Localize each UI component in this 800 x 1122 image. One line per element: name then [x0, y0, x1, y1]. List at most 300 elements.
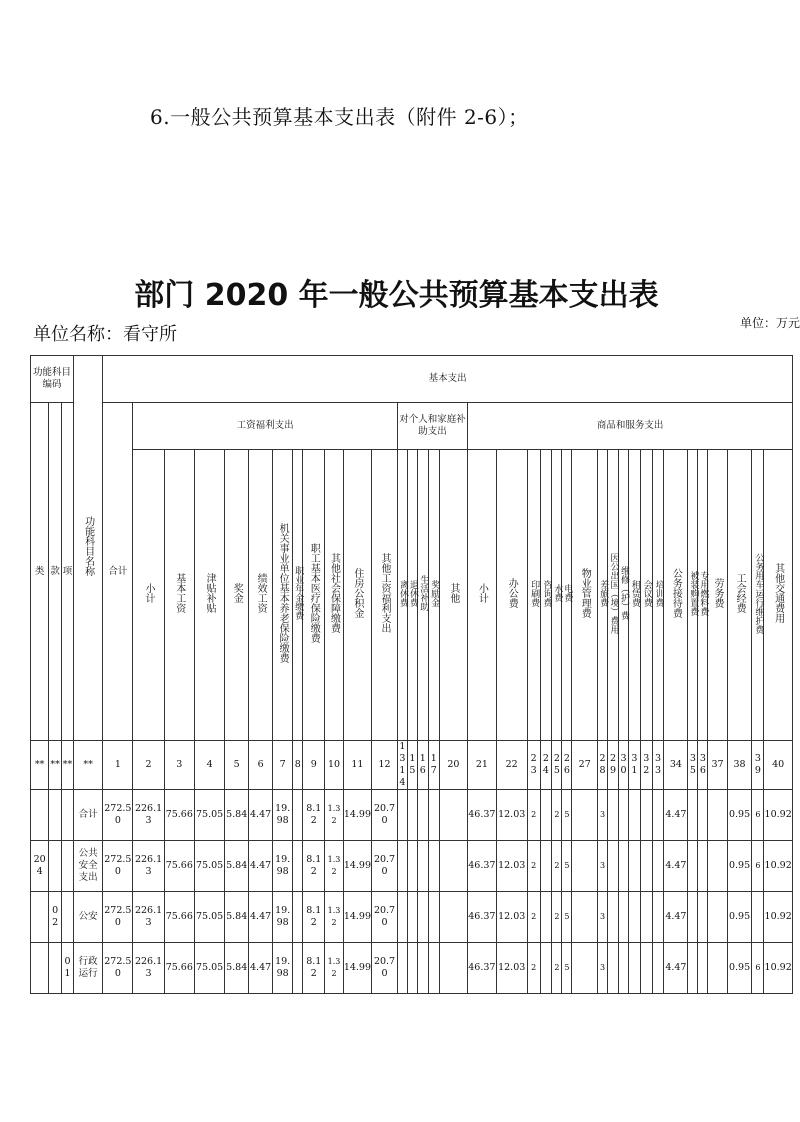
cell-29 [608, 841, 619, 892]
col-number-33 [652, 741, 664, 790]
cell-23 [527, 790, 540, 841]
col-header-14-text: 住房公积金 [351, 568, 363, 619]
wages-group-header [133, 403, 397, 450]
cell-22 [496, 892, 527, 943]
basic-expense-header-text: 基本支出 [428, 373, 467, 385]
cell-15 [372, 943, 398, 994]
cell-7-text: 75.05 [196, 911, 224, 923]
cell-30 [618, 892, 628, 943]
cell-40-text: 10.92 [764, 962, 792, 974]
cell-8-text: 5.84 [226, 962, 248, 974]
cell-11 [293, 892, 303, 943]
cell-1 [49, 892, 62, 943]
cell-15 [372, 790, 398, 841]
cell-12-text: 8.12 [306, 905, 322, 928]
cell-29 [608, 892, 619, 943]
wages-group-header-text: 工资福利支出 [236, 420, 294, 432]
cell-36 [698, 943, 708, 994]
cell-10 [273, 943, 293, 994]
cell-34 [664, 943, 688, 994]
cell-0 [31, 790, 49, 841]
col-number-14 [343, 741, 371, 790]
cell-5-text: 226.13 [134, 905, 163, 928]
cell-25 [552, 790, 562, 841]
col-header-39 [752, 450, 764, 741]
col-header-29 [608, 450, 619, 741]
cell-28 [598, 892, 608, 943]
cell-30 [618, 790, 628, 841]
cell-11 [293, 790, 303, 841]
cell-6 [164, 841, 194, 892]
func-code-header-text: 功能科目编码 [32, 367, 71, 390]
col-header-34-text: 公务接待费 [670, 568, 682, 619]
cell-15-text: 20.70 [373, 956, 396, 979]
col-header-39-text: 公务用车运行维护费 [753, 552, 764, 634]
cell-14 [343, 943, 371, 994]
cell-25 [552, 841, 562, 892]
col-number-19-text: 17 [430, 753, 437, 776]
cell-9 [249, 892, 273, 943]
cell-3-text: 公共安全支出 [78, 848, 98, 883]
cell-28-text: 3 [600, 963, 606, 973]
col-header-7-text: 津贴补贴 [204, 573, 216, 614]
col-header-37 [708, 450, 727, 741]
col-number-15 [372, 741, 398, 790]
col-number-34-text: 34 [669, 759, 682, 771]
cell-12 [303, 943, 325, 994]
col-header-26 [562, 450, 572, 741]
cell-29 [608, 943, 619, 994]
cell-40-text: 10.92 [764, 911, 792, 923]
col-header-13 [325, 450, 343, 741]
cell-12-text: 8.12 [306, 956, 322, 979]
col-number-8-text: 5 [233, 759, 240, 771]
cell-31 [628, 841, 640, 892]
cell-30 [618, 943, 628, 994]
cell-23 [527, 892, 540, 943]
col-number-21-text: 21 [475, 759, 488, 771]
col-header-21 [468, 450, 496, 741]
col-header-25-text: 水费 [552, 584, 563, 603]
cell-6 [164, 943, 194, 994]
col-number-9-text: 6 [257, 759, 264, 771]
cell-10-text: 19.98 [275, 803, 291, 826]
cell-1 [49, 790, 62, 841]
col-header-20-text: 其他 [447, 583, 459, 604]
cell-4-text: 272.50 [104, 956, 132, 979]
cell-25-text: 2 [554, 963, 560, 973]
cell-26 [562, 841, 572, 892]
col-number-22-text: 22 [505, 759, 518, 771]
col-number-24 [540, 741, 552, 790]
cell-27 [572, 790, 598, 841]
col-number-23-text: 23 [530, 753, 537, 776]
col-header-0 [31, 403, 49, 741]
cell-11 [293, 841, 303, 892]
col-header-31 [628, 450, 640, 741]
cell-39 [752, 790, 764, 841]
col-header-22 [496, 450, 527, 741]
col-number-32 [640, 741, 652, 790]
col-number-18-text: 16 [419, 753, 426, 776]
col-number-30 [618, 741, 628, 790]
col-header-23-text: 印刷费 [529, 579, 540, 607]
cell-13-text: 1.32 [327, 804, 341, 825]
cell-35 [688, 892, 698, 943]
col-header-32 [640, 450, 652, 741]
col-number-17 [407, 741, 417, 790]
col-header-30 [618, 450, 628, 741]
cell-5 [133, 943, 164, 994]
cell-20 [439, 943, 467, 994]
cell-12 [303, 790, 325, 841]
col-header-20 [439, 450, 467, 741]
cell-7-text: 75.05 [196, 809, 224, 821]
col-header-18-text: 生活补助 [418, 575, 429, 612]
cell-38 [727, 892, 752, 943]
cell-21-text: 46.37 [468, 911, 496, 923]
cell-22 [496, 943, 527, 994]
col-header-14 [343, 450, 371, 741]
cell-4-text: 272.50 [104, 803, 132, 826]
budget-table [30, 355, 793, 994]
cell-0 [31, 943, 49, 994]
cell-36 [698, 841, 708, 892]
col-number-29 [608, 741, 619, 790]
cell-26 [562, 892, 572, 943]
cell-6-text: 75.66 [165, 860, 193, 872]
cell-25-text: 2 [554, 810, 560, 820]
cell-7 [194, 943, 224, 994]
col-number-13-text: 10 [327, 759, 341, 771]
cell-30 [618, 841, 628, 892]
col-number-3 [73, 741, 102, 790]
cell-6-text: 75.66 [165, 962, 193, 974]
cell-22-text: 12.03 [498, 809, 526, 821]
cell-23-text: 2 [531, 963, 537, 973]
col-header-13-text: 其他社会保障缴费 [328, 553, 340, 634]
goods-group-header-text: 商品和服务支出 [596, 420, 664, 432]
cell-9-text: 4.47 [250, 809, 272, 821]
col-number-19 [428, 741, 439, 790]
cell-38-text: 0.95 [728, 860, 751, 872]
col-number-27-text: 27 [578, 759, 591, 771]
cell-33 [652, 892, 664, 943]
col-number-11 [293, 741, 303, 790]
col-header-2 [62, 403, 74, 741]
cell-8-text: 5.84 [226, 809, 248, 821]
cell-27 [572, 943, 598, 994]
section-heading: 6.一般公共预算基本支出表（附件 2-6）； [150, 105, 529, 129]
cell-12-text: 8.12 [306, 854, 322, 877]
cell-17 [407, 841, 417, 892]
col-number-30-text: 30 [620, 753, 627, 776]
col-header-28-text: 差旅费 [598, 579, 609, 607]
cell-21 [468, 841, 496, 892]
col-header-34 [664, 450, 688, 741]
col-number-25-text: 25 [553, 753, 560, 776]
cell-2 [62, 892, 74, 943]
col-header-17 [407, 450, 417, 741]
cell-39 [752, 892, 764, 943]
col-header-24 [540, 450, 552, 741]
cell-34-text: 4.47 [665, 911, 687, 923]
col-number-39-text: 39 [754, 753, 761, 776]
cell-37 [708, 790, 727, 841]
col-number-32-text: 32 [643, 753, 650, 776]
cell-27 [572, 892, 598, 943]
cell-33 [652, 790, 664, 841]
col-header-3-text: 功能科目名称 [82, 516, 94, 577]
col-header-4 [103, 403, 133, 741]
col-header-28 [598, 450, 608, 741]
cell-16 [397, 943, 407, 994]
cell-24 [540, 841, 552, 892]
cell-20 [439, 790, 467, 841]
col-number-37-text: 37 [711, 759, 724, 771]
col-number-39 [752, 741, 764, 790]
cell-20 [439, 892, 467, 943]
cell-17 [407, 943, 417, 994]
col-header-40 [764, 450, 793, 741]
cell-21-text: 46.37 [468, 860, 496, 872]
col-header-16-text: 离休费 [397, 579, 408, 607]
cell-28-text: 3 [600, 912, 606, 922]
cell-13 [325, 841, 343, 892]
cell-13 [325, 790, 343, 841]
cell-21 [468, 790, 496, 841]
cell-18 [417, 892, 428, 943]
cell-34-text: 4.47 [665, 809, 687, 821]
cell-1 [49, 841, 62, 892]
col-number-28-text: 28 [599, 753, 606, 776]
cell-7 [194, 790, 224, 841]
col-number-16 [397, 741, 407, 790]
cell-6 [164, 790, 194, 841]
cell-4-text: 272.50 [104, 905, 132, 928]
cell-8 [225, 790, 249, 841]
table-row [31, 943, 793, 994]
cell-24 [540, 943, 552, 994]
col-header-36-text: 专用燃料费 [698, 570, 709, 616]
col-number-38 [727, 741, 752, 790]
cell-16 [397, 892, 407, 943]
cell-25 [552, 892, 562, 943]
col-number-3-text: ** [83, 759, 93, 771]
cell-26-text: 5 [564, 912, 570, 922]
cell-23 [527, 943, 540, 994]
col-number-22 [496, 741, 527, 790]
col-number-8 [225, 741, 249, 790]
cell-5-text: 226.13 [134, 956, 163, 979]
col-header-8-text: 奖金 [231, 583, 243, 604]
col-header-33-text: 培训费 [653, 579, 664, 607]
col-header-32-text: 会议费 [641, 579, 652, 607]
cell-13-text: 1.32 [327, 957, 341, 978]
col-number-26-text: 26 [563, 753, 570, 776]
cell-10 [273, 841, 293, 892]
cell-12 [303, 892, 325, 943]
cell-13-text: 1.32 [327, 855, 341, 876]
cell-19 [428, 943, 439, 994]
cell-17 [407, 790, 417, 841]
cell-39-text: 6 [755, 963, 761, 973]
cell-40-text: 10.92 [764, 860, 792, 872]
col-header-21-text: 小计 [476, 583, 488, 604]
col-number-7 [194, 741, 224, 790]
col-number-13 [325, 741, 343, 790]
cell-14-text: 14.99 [343, 809, 372, 821]
col-header-29-text: 因公出国（境）费用 [608, 552, 619, 634]
cell-7-text: 75.05 [196, 962, 224, 974]
cell-26-text: 5 [564, 861, 570, 871]
col-number-2 [62, 741, 74, 790]
cell-28 [598, 790, 608, 841]
cell-20 [439, 841, 467, 892]
col-header-15-text: 其他工资福利支出 [379, 553, 391, 634]
col-number-24-text: 24 [542, 753, 549, 776]
col-header-0-text: 类 [34, 565, 45, 577]
cell-18 [417, 841, 428, 892]
cell-3-text: 公安 [78, 911, 98, 923]
col-header-8 [225, 450, 249, 741]
personal-group-header [397, 403, 467, 450]
personal-group-header-text: 对个人和家庭补助支出 [399, 414, 466, 437]
col-header-23 [527, 450, 540, 741]
cell-24 [540, 892, 552, 943]
cell-34 [664, 790, 688, 841]
cell-7-text: 75.05 [196, 860, 224, 872]
cell-18 [417, 790, 428, 841]
cell-6-text: 75.66 [165, 809, 193, 821]
col-header-11 [293, 450, 303, 741]
cell-37 [708, 892, 727, 943]
col-number-38-text: 38 [733, 759, 746, 771]
col-number-16-text: 13 14 [399, 741, 406, 788]
col-number-10 [273, 741, 293, 790]
cell-23-text: 2 [531, 912, 537, 922]
col-number-40-text: 40 [772, 759, 785, 771]
cell-0 [31, 892, 49, 943]
cell-34-text: 4.47 [665, 860, 687, 872]
col-number-11-text: 8 [294, 759, 301, 771]
col-number-5 [133, 741, 164, 790]
cell-9 [249, 943, 273, 994]
col-header-5 [133, 450, 164, 741]
cell-16 [397, 790, 407, 841]
cell-13-text: 1.32 [327, 906, 341, 927]
cell-27 [572, 841, 598, 892]
col-number-17-text: 15 [409, 753, 416, 776]
cell-5-text: 226.13 [134, 854, 163, 877]
cell-31 [628, 892, 640, 943]
cell-16 [397, 841, 407, 892]
col-header-33 [652, 450, 664, 741]
cell-15-text: 20.70 [373, 854, 396, 877]
cell-8-text: 5.84 [226, 860, 248, 872]
cell-14 [343, 790, 371, 841]
col-header-35 [688, 450, 698, 741]
cell-5 [133, 892, 164, 943]
col-number-4 [103, 741, 133, 790]
col-header-6-text: 基本工资 [173, 573, 185, 614]
cell-0-text: 204 [33, 854, 46, 877]
cell-18 [417, 943, 428, 994]
cell-39 [752, 943, 764, 994]
cell-32 [640, 790, 652, 841]
col-header-9 [249, 450, 273, 741]
cell-14-text: 14.99 [343, 962, 372, 974]
cell-10-text: 19.98 [275, 854, 291, 877]
cell-0 [31, 841, 49, 892]
cell-23-text: 2 [531, 861, 537, 871]
cell-22-text: 12.03 [498, 911, 526, 923]
cell-38 [727, 841, 752, 892]
col-header-24-text: 咨询费 [541, 579, 552, 607]
cell-2 [62, 790, 74, 841]
cell-10 [273, 892, 293, 943]
cell-4-text: 272.50 [104, 854, 132, 877]
col-number-33-text: 33 [655, 753, 662, 776]
cell-23 [527, 841, 540, 892]
col-number-9 [249, 741, 273, 790]
col-number-35-text: 35 [689, 753, 696, 776]
cell-26-text: 5 [564, 963, 570, 973]
cell-19 [428, 892, 439, 943]
cell-5 [133, 790, 164, 841]
col-header-4-text: 合计 [108, 565, 128, 577]
cell-39-text: 6 [755, 861, 761, 871]
cell-33 [652, 841, 664, 892]
col-number-1-text: ** [50, 759, 60, 771]
col-header-5-text: 小计 [143, 583, 155, 604]
cell-40 [764, 790, 793, 841]
cell-25-text: 2 [554, 861, 560, 871]
cell-34-text: 4.47 [665, 962, 687, 974]
col-number-0 [31, 741, 49, 790]
cell-21 [468, 943, 496, 994]
cell-15-text: 20.70 [373, 803, 396, 826]
table-row [31, 790, 793, 841]
col-number-14-text: 11 [351, 759, 364, 771]
col-number-4-text: 1 [114, 759, 121, 771]
col-header-26-text: 电费 [562, 584, 573, 603]
col-number-1 [49, 741, 62, 790]
cell-1 [49, 943, 62, 994]
cell-38-text: 0.95 [728, 911, 751, 923]
cell-22 [496, 841, 527, 892]
cell-2-text: 01 [64, 956, 71, 979]
col-header-1 [49, 403, 62, 741]
cell-37 [708, 841, 727, 892]
func-code-header [31, 356, 74, 403]
cell-29 [608, 790, 619, 841]
col-header-10 [273, 450, 293, 741]
cell-34 [664, 841, 688, 892]
cell-26-text: 5 [564, 810, 570, 820]
table-row [31, 892, 793, 943]
col-number-34 [664, 741, 688, 790]
cell-31 [628, 943, 640, 994]
col-number-31 [628, 741, 640, 790]
cell-28 [598, 943, 608, 994]
col-header-19 [428, 450, 439, 741]
col-header-25 [552, 450, 562, 741]
cell-23-text: 2 [531, 810, 537, 820]
cell-38-text: 0.95 [728, 809, 751, 821]
col-header-37-text: 劳务费 [712, 578, 724, 609]
cell-2 [62, 943, 74, 994]
